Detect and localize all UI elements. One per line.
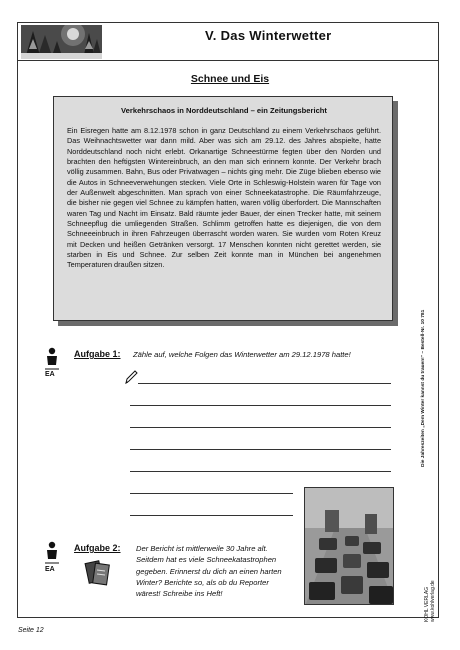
answer-line[interactable] — [130, 449, 391, 450]
work-mode-label: EA — [45, 371, 55, 378]
single-work-person-icon — [44, 541, 60, 567]
task-2-question: Der Bericht ist mittlerweile 30 Jahre alt. Seitdem hat es viele Schneekatastrophen gegeben. Erinnerst du dich an einen harten Winter? Berichte so, als ob du Reporter wärest! Schreibe ins Heft! — [136, 544, 282, 599]
report-title: Verkehrschaos in Norddeutschland – ein Zeitungsbericht — [121, 106, 327, 115]
section-title: Schnee und Eis — [190, 73, 270, 85]
work-mode-label: EA — [45, 566, 55, 573]
pencil-icon — [124, 369, 138, 385]
page-number: Seite 12 — [18, 627, 44, 634]
report-text: Ein Eisregen hatte am 8.12.1978 schon in ganz Deutschland zu einem Verkehrschaos geführt. Das Weihnachtswetter war dann mild. Aber was sich am 29.12. des Jahres abspielte, hatte Norddeutschland noch nicht erlebt. Orkanartige Schneestürme fegten über den Norden und brachten den heftigsten Wintereinbruch, an den man sich erinnern konnte. Der Verkehr brach völlig zusammen. Bahn, Bus oder Privatwagen – nichts ging mehr. Die Züge blieben ebenso wie die Autos in Schneeverwehungen stecken. Viele Orte in Schleswig-Holstein waren für Tage von der Außenwelt abgeschnitten. Man sprach von einer Schneekatastrophe. Die Räumfahrzeuge, die bisher nie gegen viel Schnee zu kämpfen hatten, waren völlig überfordert. Die Mannschaften waren Tag und Nacht im Einsatz. Bald räumte jeder Bauer, der einen Trecker hatte, mit seinem Schneepflug die umliegenden Straßen. Schlimm getroffen hatte es diejenigen, die von dem Schneeeinbruch in ihren Fahrzeugen überrascht worden waren. Sie wurden vom Roten Kreuz mit Decken und heißen Getränken versorgt. 17 Menschen konnten nicht gerettet werden, sie starben in Eis und Schnee. Zur selben Zeit konnte man in München bei angenehmen Temperaturen draußen sitzen. — [67, 126, 381, 270]
answer-line[interactable] — [130, 405, 391, 406]
answer-line[interactable] — [138, 383, 391, 384]
publisher-info — [424, 580, 436, 622]
answer-line[interactable] — [130, 471, 391, 472]
newspaper-report-box — [53, 96, 393, 321]
answer-line[interactable] — [130, 427, 391, 428]
publisher-name: KOHL VERLAG — [424, 586, 430, 622]
notebook-icon — [84, 558, 112, 588]
answer-line[interactable] — [130, 493, 293, 494]
task-2-label: Aufgabe 2: — [74, 543, 121, 553]
winter-forest-photo — [21, 25, 102, 59]
series-info: Die Jahreszeiten „Dem Winter kannst du trauen!“ – Bestell-Nr. 10 781 — [421, 309, 426, 467]
task-1-label: Aufgabe 1: — [74, 349, 121, 359]
task-1-question: Zähle auf, welche Folgen das Winterwetter am 29.12.1978 hatte! — [133, 350, 351, 359]
chapter-title: V. Das Winterwetter — [205, 28, 332, 43]
publisher-url: www.kohlverlag.de — [430, 580, 436, 622]
answer-line[interactable] — [130, 515, 293, 516]
single-work-person-icon — [44, 347, 60, 373]
snowy-traffic-photo — [304, 487, 394, 605]
